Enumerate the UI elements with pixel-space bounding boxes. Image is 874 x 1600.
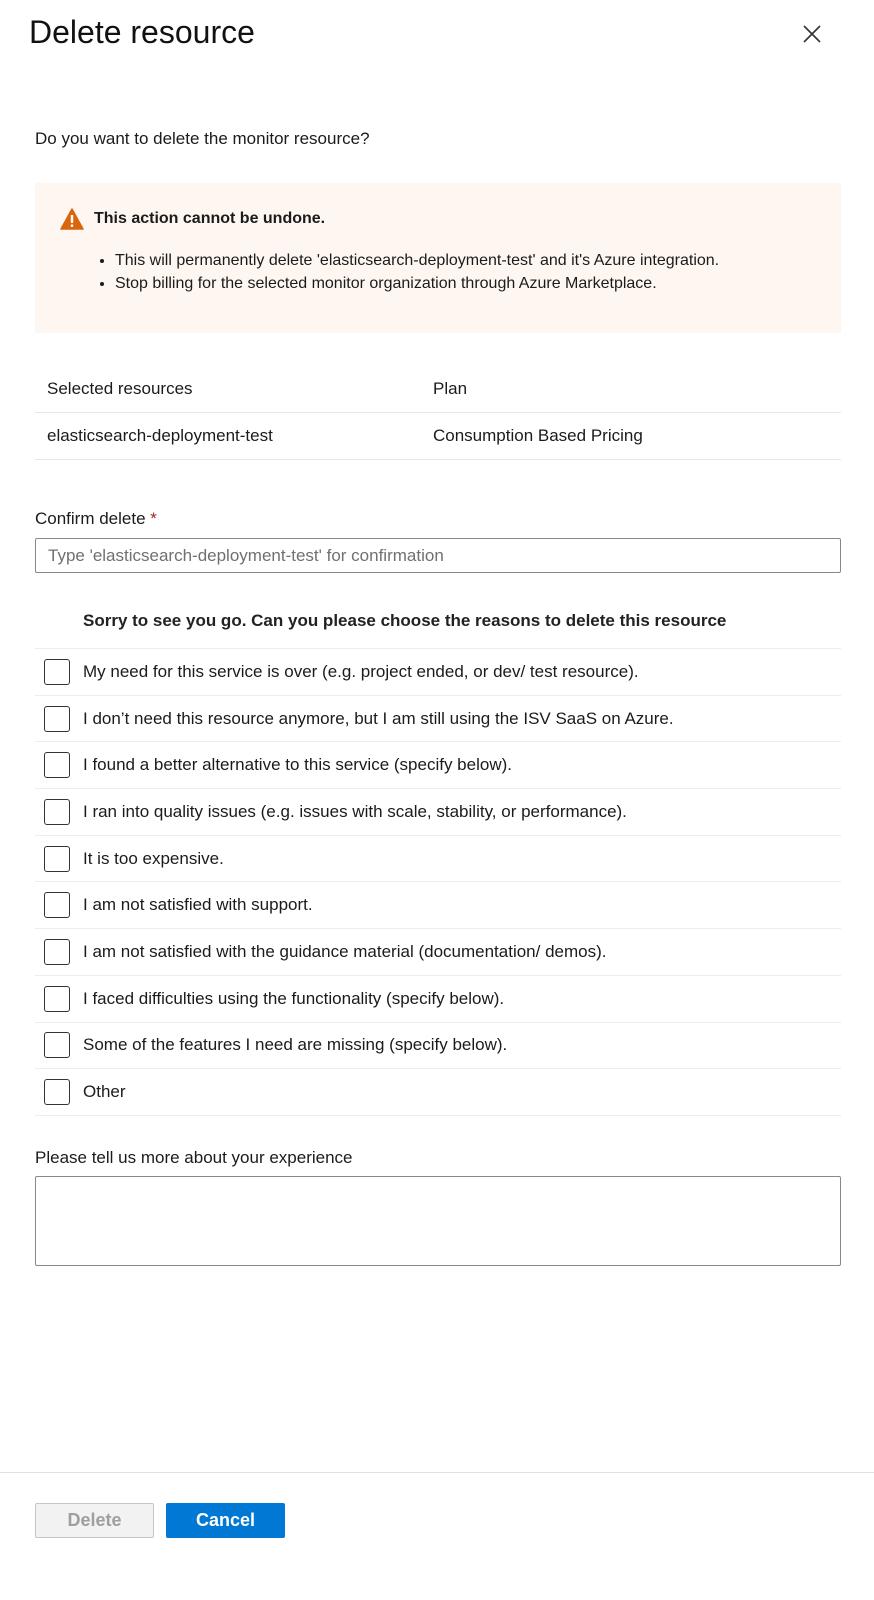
reason-label: Other [83, 1082, 126, 1102]
reason-label: I faced difficulties using the functionality (specify below). [83, 988, 505, 1008]
reason-checkbox[interactable] [44, 892, 70, 918]
warning-item: • Stop billing for the selected monitor organization through Azure Marketplace. [115, 272, 719, 295]
reason-label: Some of the features I need are missing (specify below). [83, 1035, 508, 1055]
feedback-textarea[interactable] [35, 1176, 841, 1266]
reason-label: It is too expensive. [83, 848, 224, 868]
reasons-list [35, 648, 841, 1116]
required-marker: * [150, 509, 157, 528]
header-selected-resources: Selected resources [47, 379, 193, 398]
resources-table [35, 366, 841, 460]
reason-item[interactable] [35, 696, 841, 743]
cancel-button[interactable]: Cancel [166, 1503, 285, 1538]
question-text: Do you want to delete the monitor resource? [35, 129, 370, 148]
reason-item[interactable] [35, 1023, 841, 1070]
table-header [35, 366, 841, 413]
reason-checkbox[interactable] [44, 1079, 70, 1105]
reason-label: I ran into quality issues (e.g. issues with scale, stability, or performance). [83, 801, 627, 821]
confirm-label-text: Confirm delete [35, 509, 146, 528]
reason-label: I found a better alternative to this service (specify below). [83, 755, 512, 775]
reasons-heading: Sorry to see you go. Can you please choose the reasons to delete this resource [83, 611, 727, 630]
reason-item[interactable] [35, 836, 841, 883]
reason-checkbox[interactable] [44, 846, 70, 872]
reason-label: My need for this service is over (e.g. project ended, or dev/ test resource). [83, 661, 639, 681]
reason-item[interactable] [35, 929, 841, 976]
reason-checkbox[interactable] [44, 752, 70, 778]
footer-divider [0, 1472, 874, 1473]
reason-item[interactable] [35, 1069, 841, 1116]
reason-item[interactable] [35, 789, 841, 836]
close-icon[interactable] [800, 22, 824, 46]
warning-heading: This action cannot be undone. [94, 210, 326, 227]
dialog-title: Delete resource [29, 14, 255, 50]
delete-button[interactable]: Delete [35, 1503, 154, 1538]
reason-checkbox[interactable] [44, 1032, 70, 1058]
warning-banner [35, 183, 841, 333]
reason-checkbox[interactable] [44, 799, 70, 825]
header-plan: Plan [433, 379, 468, 398]
confirm-delete-input[interactable] [35, 538, 841, 573]
reason-checkbox[interactable] [44, 706, 70, 732]
reason-label: I am not satisfied with support. [83, 895, 313, 915]
confirm-delete-label [35, 509, 157, 529]
reason-checkbox[interactable] [44, 659, 70, 685]
reason-item[interactable] [35, 882, 841, 929]
reason-label: I am not satisfied with the guidance material (documentation/ demos). [83, 941, 607, 961]
reason-item[interactable] [35, 976, 841, 1023]
reason-item[interactable] [35, 649, 841, 696]
feedback-label: Please tell us more about your experience [35, 1148, 353, 1167]
reason-checkbox[interactable] [44, 939, 70, 965]
reason-item[interactable] [35, 742, 841, 789]
resource-plan: Consumption Based Pricing [433, 426, 643, 445]
reason-checkbox[interactable] [44, 986, 70, 1012]
warning-item: • This will permanently delete 'elasticsearch-deployment-test' and it's Azure integration. [115, 249, 719, 272]
reason-label: I don’t need this resource anymore, but I am still using the ISV SaaS on Azure. [83, 708, 674, 728]
warning-icon [60, 208, 84, 230]
table-row [35, 413, 841, 460]
resource-name: elasticsearch-deployment-test [47, 426, 273, 445]
